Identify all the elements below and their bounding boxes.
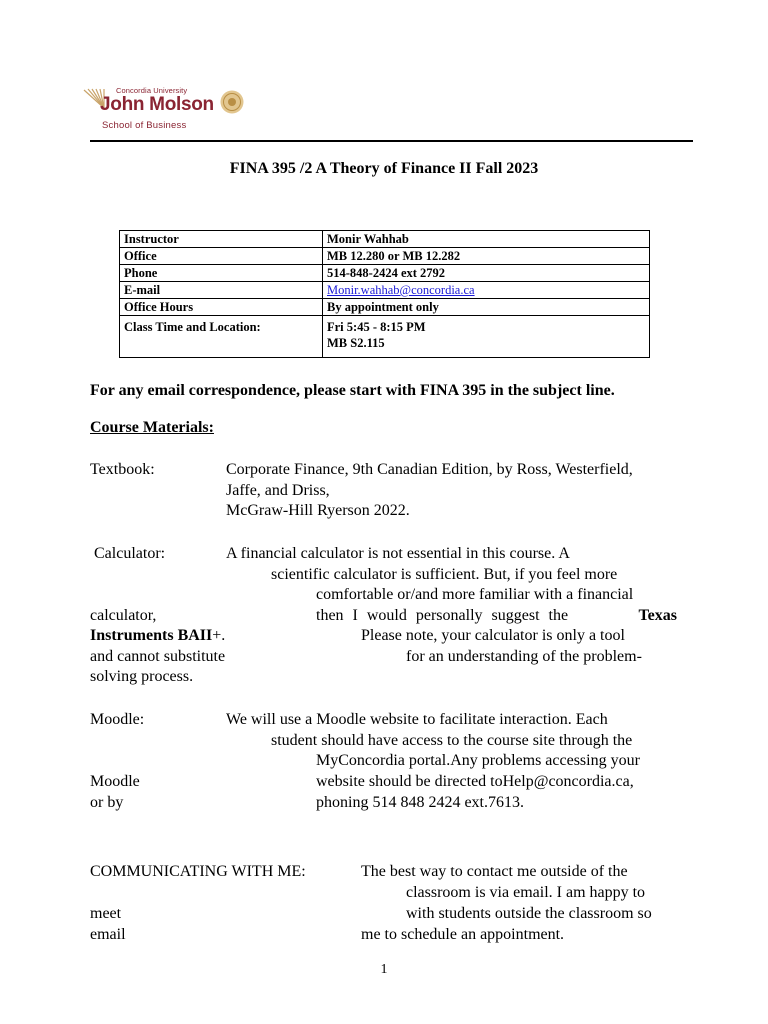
john-molson-logo <box>82 86 252 136</box>
info-label: Office <box>120 248 323 265</box>
calculator-line: and cannot substitute <box>90 648 226 665</box>
table-row <box>120 316 650 358</box>
communicating-line: with students outside the classroom so <box>406 905 652 922</box>
communicating-line: classroom is via email. I am happy to <box>406 884 646 901</box>
communicating-line: meet <box>90 905 122 922</box>
info-label: E-mail <box>120 282 323 299</box>
header-rule <box>90 140 693 142</box>
calculator-line: scientific calculator is sufficient. But, if you feel more <box>271 566 618 583</box>
communicating-label: COMMUNICATING WITH ME: <box>90 863 306 880</box>
info-value: Fri 5:45 - 8:15 PM <box>327 320 426 334</box>
textbook-line: Jaffe, and Driss, <box>226 482 330 499</box>
moodle-line: MyConcordia portal.Any problems accessing your <box>316 752 640 769</box>
info-value-location: MB S2.115 <box>327 336 385 350</box>
table-row <box>120 265 650 282</box>
table-row <box>120 248 650 265</box>
moodle-line: We will use a Moodle website to facilitate interaction. Each <box>226 711 608 728</box>
moodle-line: Moodle <box>90 773 140 790</box>
info-label: Office Hours <box>120 299 323 316</box>
moodle-line: phoning 514 848 2424 ext.7613. <box>316 794 524 811</box>
moodle-label: Moodle: <box>90 711 145 728</box>
communicating-line: email <box>90 926 126 943</box>
table-row <box>120 231 650 248</box>
calculator-text: then I would personally suggest the <box>316 607 569 624</box>
info-value: MB 12.280 or MB 12.282 <box>323 248 650 265</box>
calculator-label: Calculator: <box>90 545 166 562</box>
info-value: 514-848-2424 ext 2792 <box>323 265 650 282</box>
calculator-brand: Instruments BAII <box>90 627 213 644</box>
calculator-line: Please note, your calculator is only a tool <box>361 627 625 644</box>
course-title: FINA 395 /2 A Theory of Finance II Fall 2023 <box>229 160 539 177</box>
logo-university: Concordia University <box>116 86 188 95</box>
aacsb-seal-icon <box>220 90 244 114</box>
textbook-label: Textbook: <box>90 461 155 478</box>
moodle-line: or by <box>90 794 124 811</box>
calculator-line: A financial calculator is not essential in this course. A <box>226 545 570 562</box>
textbook-line: McGraw-Hill Ryerson 2022. <box>226 502 410 519</box>
calculator-line: for an understanding of the problem- <box>406 648 642 665</box>
calculator-text: +. <box>212 627 226 644</box>
logo-name: John Molson <box>100 94 214 115</box>
communicating-line: The best way to contact me outside of the <box>361 863 628 880</box>
calculator-line: calculator, <box>90 607 157 624</box>
info-value: Monir Wahhab <box>323 231 650 248</box>
communicating-line: me to schedule an appointment. <box>361 926 565 943</box>
info-value: By appointment only <box>323 299 650 316</box>
page-number: 1 <box>380 962 388 977</box>
calculator-line: solving process. <box>90 668 194 685</box>
table-row <box>120 282 650 299</box>
instructor-info-table <box>119 230 650 358</box>
logo-school: School of Business <box>102 120 187 131</box>
calculator-line <box>316 606 677 626</box>
textbook-line: Corporate Finance, 9th Canadian Edition, by Ross, Westerfield, <box>226 461 633 478</box>
info-label: Instructor <box>120 231 323 248</box>
info-label: Class Time and Location: <box>120 316 323 358</box>
email-note: For any email correspondence, please start with FINA 395 in the subject line. <box>90 382 615 399</box>
calculator-line <box>90 626 225 646</box>
course-materials-heading: Course Materials: <box>90 419 214 436</box>
info-label: Phone <box>120 265 323 282</box>
moodle-line: student should have access to the course site through the <box>271 732 633 749</box>
calculator-line: comfortable or/and more familiar with a financial <box>316 586 634 603</box>
calculator-brand: Texas <box>638 607 677 624</box>
email-link[interactable]: Monir.wahhab@concordia.ca <box>327 283 475 297</box>
table-row <box>120 299 650 316</box>
moodle-line: website should be directed toHelp@concordia.ca, <box>316 773 634 790</box>
